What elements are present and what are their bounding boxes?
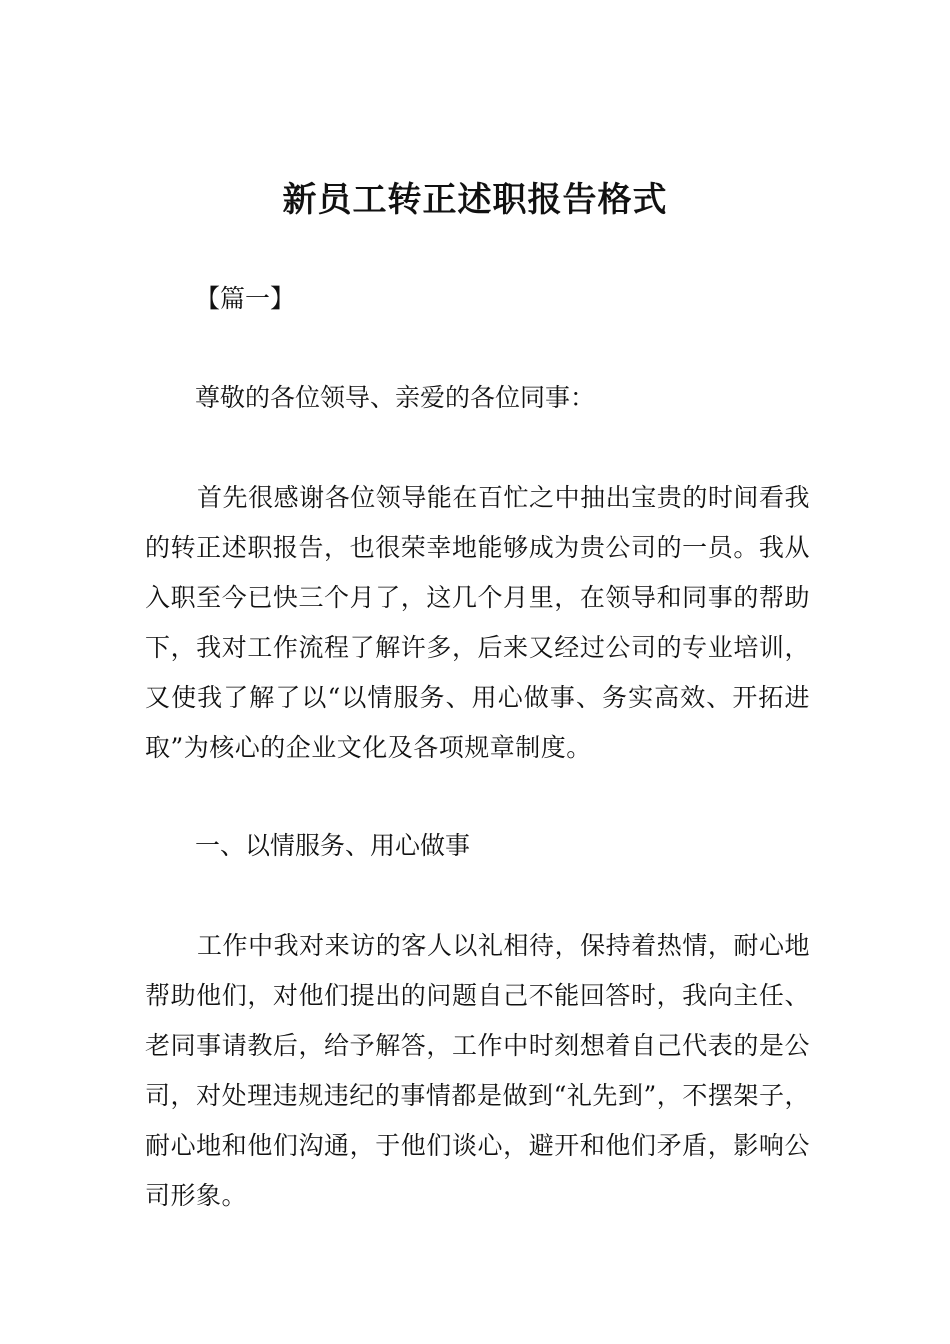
document-title: 新员工转正述职报告格式	[282, 180, 668, 220]
paragraph-intro: 首先很感谢各位领导能在百忙之中抽出宝贵的时间看我的转正述职报告，也很荣幸地能够成为贵公司的一员。我从入职至今已快三个月了，这几个月里，在领导和同事的帮助下，我对工作流程了解许多，后来又经过公司的专业培训，又使我了解了以“以情服务、用心做事、务实高效、开拓进取”为核心的企业文化及各项规章制度。	[145, 483, 810, 762]
paragraph-service: 工作中我对来访的客人以礼相待，保持着热情，耐心地帮助他们，对他们提出的问题自己不能回答时，我向主任、老同事请教后，给予解答，工作中时刻想着自己代表的是公司，对处理违规违纪的事情都是做到“礼先到”，不摆架子，耐心地和他们沟通，于他们谈心，避开和他们矛盾，影响公司形象。	[145, 931, 810, 1210]
section-heading: 一、以情服务、用心做事	[195, 831, 471, 860]
part-label: 【篇一】	[195, 284, 296, 313]
salutation: 尊敬的各位领导、亲爱的各位同事：	[195, 383, 596, 412]
